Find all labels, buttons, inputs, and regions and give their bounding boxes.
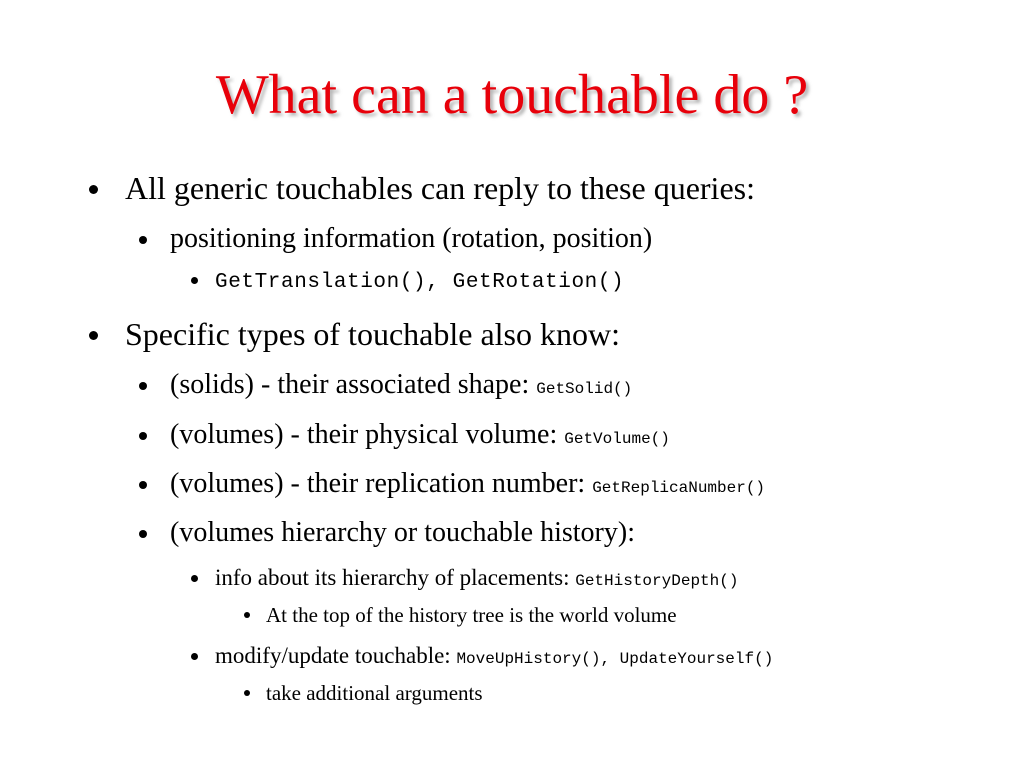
bullet-text: (solids) - their associated shape: bbox=[170, 369, 537, 400]
bullet-text: modify/update touchable: bbox=[215, 643, 457, 668]
bullet-item-generic bbox=[125, 168, 755, 208]
bullet-item-modify bbox=[215, 642, 773, 673]
bullet-item-solids bbox=[170, 368, 632, 406]
bullet-dot bbox=[139, 432, 147, 440]
bullet-text: (volumes) - their replication number: bbox=[170, 468, 593, 499]
bullet-dot bbox=[139, 382, 147, 390]
bullet-text: (volumes hierarchy or touchable history): bbox=[170, 517, 635, 548]
slide-title: What can a touchable do ? bbox=[215, 64, 809, 126]
code-text: GetTranslation(), GetRotation() bbox=[215, 271, 625, 294]
bullet-item-get-translation bbox=[215, 266, 624, 297]
code-text: GetHistoryDepth() bbox=[575, 572, 739, 590]
bullet-text: take additional arguments bbox=[266, 681, 483, 705]
bullet-dot bbox=[139, 530, 147, 538]
code-text: GetReplicaNumber() bbox=[592, 479, 766, 497]
bullet-dot bbox=[244, 612, 250, 618]
bullet-dot bbox=[89, 331, 98, 340]
bullet-text: All generic touchables can reply to these queries: bbox=[125, 170, 755, 206]
bullet-text: positioning information (rotation, position) bbox=[170, 223, 653, 254]
bullet-item-volumes-replica bbox=[170, 467, 765, 505]
bullet-dot bbox=[191, 277, 198, 284]
code-text: MoveUpHistory(), UpdateYourself() bbox=[456, 650, 774, 668]
bullet-item-top-of-tree bbox=[266, 602, 677, 628]
bullet-text: (volumes) - their physical volume: bbox=[170, 419, 565, 450]
bullet-item-info-hierarchy bbox=[215, 564, 738, 595]
bullet-item-additional-args bbox=[266, 680, 483, 706]
code-text: GetVolume() bbox=[564, 430, 670, 448]
bullet-dot bbox=[191, 653, 198, 660]
bullet-text: info about its hierarchy of placements: bbox=[215, 565, 576, 590]
bullet-text: Specific types of touchable also know: bbox=[125, 316, 620, 352]
bullet-dot bbox=[89, 185, 98, 194]
bullet-item-volumes-physical bbox=[170, 418, 670, 456]
bullet-text: At the top of the history tree is the world volume bbox=[266, 603, 677, 627]
bullet-dot bbox=[191, 575, 198, 582]
bullet-dot bbox=[139, 481, 147, 489]
bullet-dot bbox=[139, 236, 147, 244]
bullet-item-specific bbox=[125, 314, 620, 354]
bullet-item-positioning bbox=[170, 222, 652, 256]
code-text: GetSolid() bbox=[536, 380, 633, 398]
bullet-item-hierarchy bbox=[170, 516, 635, 550]
bullet-dot bbox=[244, 690, 250, 696]
